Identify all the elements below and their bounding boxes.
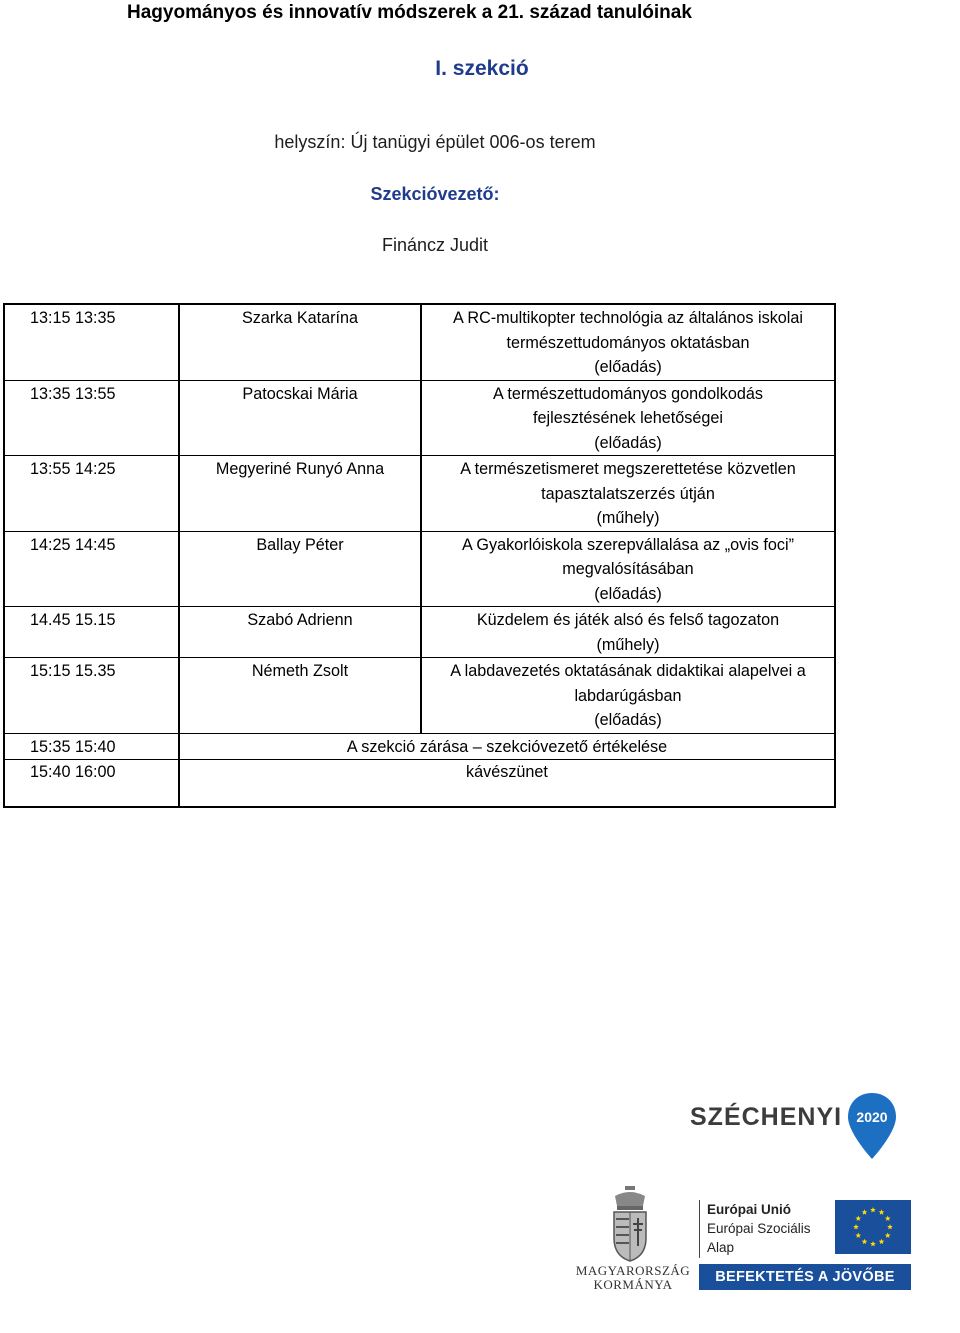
session-time: 15:15 15.35	[4, 658, 179, 734]
presenter-name: Szabó Adrienn	[179, 607, 421, 658]
section-leader-label: Szekcióvezető:	[370, 184, 500, 204]
hungarian-government-logo-text: MAGYARORSZÁG KORMÁNYA	[575, 1263, 691, 1292]
document-title: Hagyományos és innovatív módszerek a 21. század tanulóinak	[127, 2, 692, 23]
session-topic	[421, 304, 835, 380]
table-row	[4, 456, 835, 532]
presenter-name: Megyeriné Runyó Anna	[179, 456, 421, 532]
session-topic	[421, 456, 835, 532]
schedule-table	[3, 303, 836, 808]
topic-line: A természetismeret megszerettetése közvetlen	[460, 460, 796, 478]
hungarian-coat-of-arms-icon	[607, 1186, 653, 1262]
venue-text: helyszín: Új tanügyi épület 006-os terem	[274, 132, 596, 152]
session-time: 15:40 16:00	[4, 760, 179, 808]
break-row	[4, 760, 835, 808]
section-title: I. szekció	[435, 57, 529, 80]
topic-line: Küzdelem és játék alsó és felső tagozaton	[476, 611, 780, 629]
topic-line: (előadás)	[594, 358, 662, 376]
session-time: 13:55 14:25	[4, 456, 179, 532]
session-time: 14.45 15.15	[4, 607, 179, 658]
topic-line: megvalósításában	[562, 560, 694, 578]
eu-flag-icon	[835, 1200, 911, 1254]
table-row	[4, 607, 835, 658]
topic-line: tapasztalatszerzés útján	[541, 484, 715, 503]
topic-line: (előadás)	[594, 433, 662, 452]
closing-text: A szekció zárása – szekcióvezető értékelése	[179, 733, 835, 760]
topic-line: A természettudományos gondolkodás	[493, 384, 763, 403]
topic-line: labdarúgásban	[574, 686, 682, 705]
session-time: 13:15 13:35	[4, 304, 179, 380]
table-row	[4, 531, 835, 607]
session-time: 15:35 15:40	[4, 733, 179, 760]
topic-line: természettudományos oktatásban	[506, 333, 750, 352]
session-topic	[421, 607, 835, 658]
szechenyi-2020-badge-icon	[846, 1091, 898, 1161]
session-topic	[421, 531, 835, 607]
presenter-name: Ballay Péter	[179, 531, 421, 607]
invest-in-future-banner: BEFEKTETÉS A JÖVŐBE	[699, 1264, 911, 1290]
topic-line: (előadás)	[594, 584, 662, 603]
eu-fund-text: Európai Unió Európai Szociális Alap	[707, 1202, 811, 1255]
topic-line: A labdavezetés oktatásának didaktikai alapelvei a	[450, 662, 806, 680]
coffee-break-text: kávészünet	[179, 760, 835, 808]
presenter-name: Szarka Katarína	[179, 304, 421, 380]
topic-line: A Gyakorlóiskola szerepvállalása az „ovis foci”	[462, 535, 794, 554]
session-time: 13:35 13:55	[4, 380, 179, 456]
topic-line: fejlesztésének lehetőségei	[533, 409, 723, 427]
presenter-name: Patocskai Mária	[179, 380, 421, 456]
table-row	[4, 304, 835, 380]
section-leader-name: Fináncz Judit	[381, 235, 489, 255]
szechenyi-logo-text: SZÉCHENYI	[690, 1103, 843, 1131]
session-topic	[421, 380, 835, 456]
topic-line: A RC-multikopter technológia az általános iskolai	[452, 309, 803, 327]
session-topic	[421, 658, 835, 734]
closing-row	[4, 733, 835, 760]
svg-text:2020: 2020	[856, 1109, 888, 1125]
topic-line: (műhely)	[596, 509, 660, 527]
table-row	[4, 658, 835, 734]
topic-line: (műhely)	[596, 635, 660, 654]
presenter-name: Németh Zsolt	[179, 658, 421, 734]
eu-logo-divider	[699, 1200, 700, 1258]
session-time: 14:25 14:45	[4, 531, 179, 607]
table-row	[4, 380, 835, 456]
topic-line: (előadás)	[594, 711, 662, 729]
